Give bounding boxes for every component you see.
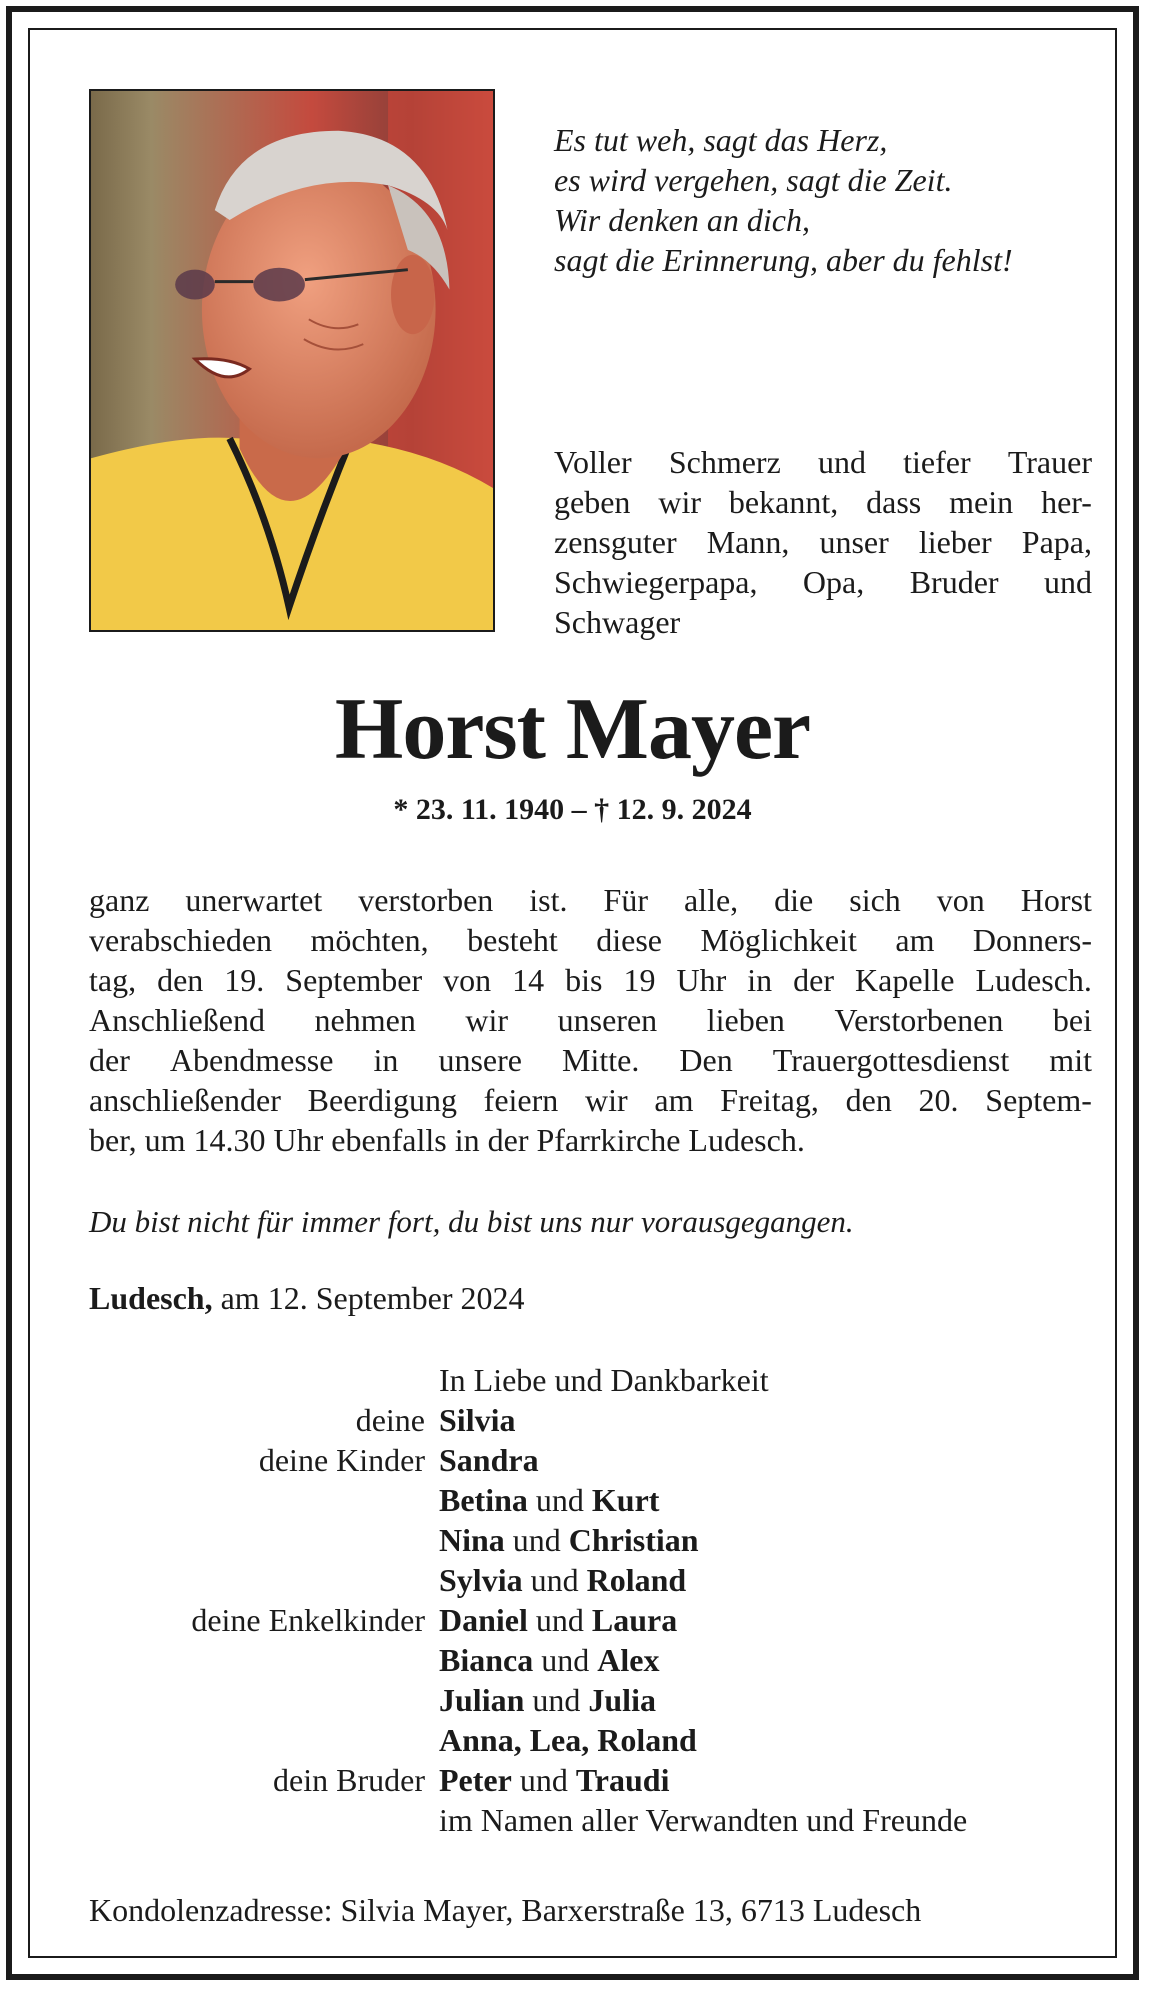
connector-text: im Namen aller Verwandten und Freunde — [439, 1802, 968, 1838]
connector-text: und — [524, 1682, 589, 1718]
body-line — [89, 960, 1092, 1000]
family-relation: deine Enkelkinder — [191, 1602, 425, 1638]
family-names — [439, 1520, 699, 1560]
family-row — [89, 1800, 1092, 1840]
word: 20. — [918, 1082, 959, 1118]
intro-line — [554, 562, 1092, 602]
body-line — [89, 1080, 1092, 1120]
family-names — [439, 1480, 659, 1520]
family-member-name: Laura — [591, 1602, 678, 1638]
place-date — [89, 1278, 525, 1318]
word: Anschließend — [89, 1002, 265, 1038]
family-member-name: Julia — [588, 1682, 656, 1718]
family-relation — [89, 1520, 439, 1560]
word: zensguter — [554, 524, 677, 560]
word: Mann, — [706, 524, 790, 560]
word: Beerdigung — [307, 1082, 457, 1118]
family-member-name: Alex — [597, 1642, 660, 1678]
word: von — [936, 882, 985, 918]
word: Möglichkeit — [700, 922, 857, 958]
place: Ludesch, — [89, 1280, 213, 1316]
connector-text: und — [527, 1482, 592, 1518]
body-line — [89, 880, 1092, 920]
family-row — [89, 1520, 1092, 1560]
word: die — [774, 882, 814, 918]
word: Uhr — [676, 962, 727, 998]
word: 19 — [623, 962, 656, 998]
word: der — [89, 1042, 130, 1078]
word: mein — [949, 484, 1014, 520]
word: lieben — [706, 1002, 785, 1038]
intro-line — [554, 482, 1092, 522]
family-member-name: Roland — [586, 1562, 687, 1598]
word: den — [157, 962, 204, 998]
word: den — [845, 1082, 892, 1118]
word: Bruder — [909, 564, 999, 600]
word: unsere — [438, 1042, 522, 1078]
deceased-name: Horst Mayer — [334, 681, 811, 778]
poem-line: Es tut weh, sagt das Herz, — [554, 122, 888, 158]
family-member-name: Christian — [568, 1522, 699, 1558]
family-heading: In Liebe und Dankbarkeit — [439, 1362, 769, 1398]
family-row — [89, 1720, 1092, 1760]
word: Septem- — [985, 1082, 1092, 1118]
family-relation: deine — [355, 1402, 425, 1438]
word: am — [895, 922, 935, 958]
word: Verstorbenen — [834, 1002, 1004, 1038]
word: Donners- — [972, 922, 1092, 958]
poem-line: Wir denken an dich, — [554, 202, 810, 238]
intro-text — [554, 442, 1092, 642]
family-heading-row — [89, 1360, 1092, 1400]
body-line: ber, um 14.30 Uhr ebenfalls in der Pfarrkirche Ludesch. — [89, 1122, 805, 1158]
family-relation: deine Kinder — [258, 1442, 425, 1478]
word: her- — [1041, 484, 1092, 520]
family-member-name: Daniel — [439, 1602, 528, 1638]
family-relation — [89, 1800, 439, 1840]
word: Schwiegerpapa, — [554, 564, 758, 600]
family-relation: dein Bruder — [273, 1762, 425, 1798]
word: von — [443, 962, 492, 998]
poem — [554, 120, 1094, 280]
family-member-name: Bianca — [439, 1642, 534, 1678]
closing-quote: Du bist nicht für immer fort, du bist uns nur vorausgegangen. — [89, 1204, 854, 1239]
condolence-address: Kondolenzadresse: Silvia Mayer, Barxerstraße 13, 6713 Ludesch — [89, 1892, 922, 1928]
portrait-photo — [89, 89, 495, 632]
word: tag, — [89, 962, 137, 998]
body-text — [89, 880, 1092, 1160]
family-member-name: Peter — [439, 1762, 512, 1798]
word: Horst — [1020, 882, 1092, 918]
family-list — [89, 1360, 1092, 1840]
word: Ludesch. — [975, 962, 1092, 998]
word: Für — [603, 882, 648, 918]
word: tiefer — [903, 444, 971, 480]
family-names — [439, 1600, 677, 1640]
connector-text: und — [527, 1602, 592, 1638]
family-member-name: Kurt — [591, 1482, 660, 1518]
body-line — [89, 920, 1092, 960]
family-names — [439, 1560, 686, 1600]
life-dates: * 23. 11. 1940 – † 12. 9. 2024 — [393, 793, 752, 826]
family-names — [439, 1400, 515, 1440]
family-member-name: Julian — [439, 1682, 525, 1718]
word: Trauergottesdienst — [772, 1042, 1010, 1078]
family-row — [89, 1680, 1092, 1720]
family-relation — [89, 1680, 439, 1720]
word: Papa, — [1021, 524, 1092, 560]
family-member-name: Nina — [439, 1522, 505, 1558]
word: wir — [658, 484, 701, 520]
word: ganz — [89, 882, 150, 918]
family-row — [89, 1440, 1092, 1480]
word: geben — [554, 484, 631, 520]
family-member-name: Sylvia — [439, 1562, 523, 1598]
date: am 12. September 2024 — [220, 1280, 525, 1316]
word: sich — [849, 882, 901, 918]
obituary-notice — [6, 6, 1139, 1980]
word: diese — [596, 922, 662, 958]
word: Voller — [554, 444, 632, 480]
word: alle, — [683, 882, 739, 918]
word: nehmen — [314, 1002, 416, 1038]
word: ist. — [529, 882, 568, 918]
word: wir — [465, 1002, 509, 1038]
family-member-name: Anna, Lea, Roland — [439, 1722, 697, 1758]
word: bei — [1052, 1002, 1092, 1038]
family-row — [89, 1640, 1092, 1680]
connector-text: und — [504, 1522, 569, 1558]
family-relation — [89, 1720, 439, 1760]
family-names — [439, 1800, 967, 1840]
word: Abendmesse — [169, 1042, 334, 1078]
word: 19. — [224, 962, 265, 998]
word: Trauer — [1007, 444, 1092, 480]
family-relation — [89, 1560, 439, 1600]
family-names — [439, 1760, 669, 1800]
word: Den — [679, 1042, 733, 1078]
intro-line: Schwager — [554, 604, 681, 640]
word: Schmerz — [668, 444, 781, 480]
word: unser — [819, 524, 889, 560]
word: und — [1044, 564, 1092, 600]
body-line — [89, 1000, 1092, 1040]
word: besteht — [467, 922, 558, 958]
connector-text: und — [522, 1562, 587, 1598]
word: wir — [585, 1082, 628, 1118]
family-names — [439, 1640, 659, 1680]
word: in — [373, 1042, 399, 1078]
word: mit — [1049, 1042, 1092, 1078]
word: verstorben — [358, 882, 494, 918]
family-row — [89, 1480, 1092, 1520]
family-member-name: Silvia — [439, 1402, 516, 1438]
body-line — [89, 1040, 1092, 1080]
family-member-name: Betina — [439, 1482, 528, 1518]
family-member-name: Sandra — [439, 1442, 539, 1478]
family-row — [89, 1560, 1092, 1600]
family-row — [89, 1760, 1092, 1800]
family-names — [439, 1680, 656, 1720]
family-names — [439, 1720, 697, 1760]
word: und — [817, 444, 866, 480]
family-member-name: Traudi — [575, 1762, 670, 1798]
family-relation — [89, 1480, 439, 1520]
word: Opa, — [802, 564, 865, 600]
family-row — [89, 1400, 1092, 1440]
word: verabschieden — [89, 922, 273, 958]
word: bis — [565, 962, 603, 998]
word: dass — [866, 484, 922, 520]
word: anschließender — [89, 1082, 281, 1118]
intro-line — [554, 522, 1092, 562]
word: in — [747, 962, 773, 998]
family-names — [439, 1440, 539, 1480]
family-relation — [89, 1640, 439, 1680]
word: September — [285, 962, 423, 998]
word: der — [793, 962, 834, 998]
word: unseren — [557, 1002, 658, 1038]
word: Freitag, — [720, 1082, 819, 1118]
word: 14 — [512, 962, 545, 998]
connector-text: und — [511, 1762, 576, 1798]
word: Kapelle — [855, 962, 955, 998]
word: am — [654, 1082, 694, 1118]
word: Mitte. — [562, 1042, 640, 1078]
intro-line — [554, 442, 1092, 482]
family-row — [89, 1600, 1092, 1640]
connector-text: und — [533, 1642, 598, 1678]
word: lieber — [918, 524, 992, 560]
word: feiern — [483, 1082, 559, 1118]
poem-line: sagt die Erinnerung, aber du fehlst! — [554, 242, 1013, 278]
word: bekannt, — [728, 484, 839, 520]
word: unerwartet — [185, 882, 323, 918]
word: möchten, — [310, 922, 429, 958]
poem-line: es wird vergehen, sagt die Zeit. — [554, 162, 953, 198]
